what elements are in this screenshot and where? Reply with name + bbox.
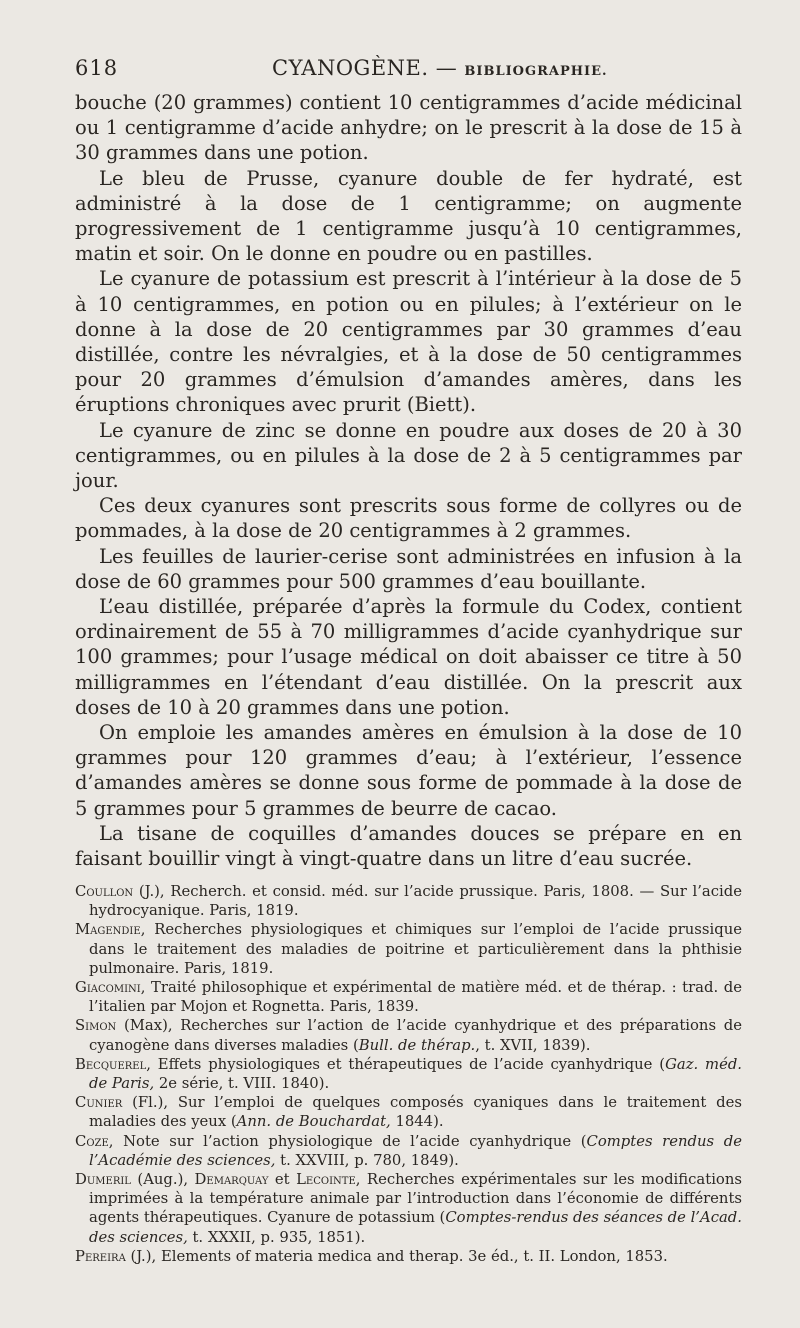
bib-entry [75, 1055, 742, 1093]
bib-entry [75, 1247, 742, 1266]
bib-entry [75, 882, 742, 920]
bib-author: Coze [75, 1132, 109, 1150]
bib-entry [75, 920, 742, 978]
bib-entry [75, 1016, 742, 1054]
bib-text: (Max), Recherches sur l’action de l’acide cyanhydrique et des préparations de cyanogène dans diverses maladies ( [89, 1017, 742, 1054]
paragraph-2: Le bleu de Prusse, cyanure double de fer hydraté, est administré à la dose de 1 centigramme; on augmente progressivement de 1 centigramme jusqu’à 10 centigrammes, matin et soir. On le donne en poudre ou en pastilles. [75, 166, 742, 266]
bib-journal: Gaz. méd. de Paris, [89, 1055, 742, 1093]
bib-text: , Effets physiologiques et thérapeutiques de l’acide cyanhydrique ( [146, 1055, 666, 1073]
running-title [272, 56, 608, 80]
paragraph-8: On emploie les amandes amères en émulsion à la dose de 10 grammes pour 120 grammes d’eau; à l’extérieur, l’essence d’amandes amères se donne sous forme de pommade à la dose de 5 grammes pour 5 grammes de beurre de cacao. [75, 721, 742, 820]
bib-text: (Fl.), Sur l’emploi de quelques composés cyaniques dans le traitement des maladies des yeux ( [89, 1094, 742, 1131]
bib-text: t. XXVIII, p. 780, 1849). [275, 1151, 459, 1169]
bibliography [75, 882, 742, 1266]
bib-journal: Comptes rendus de l’Académie des sciences, [89, 1132, 742, 1169]
running-header [75, 56, 755, 86]
section-title: BIBLIOGRAPHIE. [464, 64, 608, 79]
page-number: 618 [75, 56, 119, 80]
bib-text: , Recherches physiologiques et chimiques sur l’emploi de l’acide prussique dans le traitement des maladies de poitrine et particulièrement dans la phthisie pulmonaire. Paris, 1819. [89, 921, 742, 977]
bib-text: , Note sur l’action physiologique de l’acide cyanhydrique ( [108, 1132, 587, 1150]
bib-text: et [268, 1171, 297, 1189]
paragraph-7: L’eau distillée, préparée d’après la formule du Codex, contient ordinairement de 55 à 70 milligrammes d’acide cyanhydrique sur 100 grammes; pour l’usage médical on doit abaisser ce titre à 50 milligrammes en l’étendant d’eau distillée. On la prescrit aux doses de 10 à 20 grammes dans une potion. [75, 595, 742, 719]
bib-author: Demarquay [194, 1171, 269, 1189]
bib-journal: Bull. de thérap. [358, 1036, 476, 1054]
bib-author: Coullon [75, 883, 134, 900]
paragraph-4: Le cyanure de zinc se donne en poudre aux doses de 20 à 30 centigrammes, ou en pilules à la dose de 2 à 5 centigrammes par jour. [75, 418, 742, 493]
bib-author: Pereira [75, 1247, 126, 1265]
bib-entry [75, 1093, 742, 1131]
paragraph-1: bouche (20 grammes) contient 10 centigrammes d’acide médicinal ou 1 centigramme d’acide anhydre; on le prescrit à la dose de 15 à 30 grammes dans une potion. [75, 91, 742, 165]
bib-text: 1844). [390, 1113, 444, 1131]
bib-entry [75, 978, 742, 1016]
paragraph-5: Ces deux cyanures sont prescrits sous forme de collyres ou de pommades, à la dose de 20 centigrammes à 2 grammes. [75, 494, 742, 543]
bib-text: , Traité philosophique et expérimental de matière méd. et de thérap. : trad. de l’italien par Mojon et Rognetta. Paris, 1839. [89, 979, 742, 1016]
paragraph-3: Le cyanure de potassium est prescrit à l’intérieur à la dose de 5 à 10 centigrammes, en potion ou en pilules; à l’extérieur on le donne à la dose de 20 centigrammes par 30 grammes d’eau distillée, contre les névralgies, et à la dose de 50 centigrammes pour 20 grammes d’émulsion d’amandes amères, dans les éruptions chroniques avec prurit (Biett). [75, 267, 742, 417]
paragraph-6: Les feuilles de laurier-cerise sont administrées en infusion à la dose de 60 grammes pour 500 grammes d’eau bouillante. [75, 544, 742, 593]
bib-text: t. XXXII, p. 935, 1851). [187, 1228, 366, 1246]
title-dash: — [428, 56, 465, 80]
paragraph-9: La tisane de coquilles d’amandes douces se prépare en en faisant bouillir vingt à vingt-quatre dans un litre d’eau sucrée. [75, 821, 742, 871]
bib-author: Giacomini [75, 979, 141, 997]
bib-entry [75, 1170, 742, 1247]
bib-author: Dumeril [75, 1171, 131, 1189]
bib-author: Becquerel [75, 1055, 147, 1073]
chapter-title: CYANOGÈNE. [272, 56, 429, 80]
bib-text: 2e série, t. VIII. 1840). [154, 1075, 330, 1093]
body-text [75, 90, 742, 871]
bib-author: Simon [75, 1017, 117, 1035]
bib-text: , t. XVII, 1839). [475, 1036, 591, 1054]
bib-journal: Ann. de Bouchardat, [236, 1113, 391, 1131]
bib-author: Magendie [75, 921, 141, 939]
bib-entry [75, 1132, 742, 1170]
bib-text: , Recherches expérimentales sur les modifications imprimées à la température animale par l’introduction dans l’économie de différents agents thérapeutiques. Cyanure de potassium ( [89, 1171, 742, 1227]
bib-text: (Aug.), [130, 1171, 195, 1189]
bib-journal: Comptes-rendus des séances de l’Acad. des sciences, [89, 1209, 742, 1246]
bib-author: Lecointe [296, 1171, 356, 1189]
bib-text: (J.), Recherch. et consid. méd. sur l’acide prussique. Paris, 1808. — Sur l’acide hydrocyanique. Paris, 1819. [89, 883, 742, 920]
bib-text: (J.), Elements of materia medica and therap. 3e éd., t. II. London, 1853. [125, 1247, 668, 1265]
bib-author: Cunier [75, 1094, 123, 1112]
